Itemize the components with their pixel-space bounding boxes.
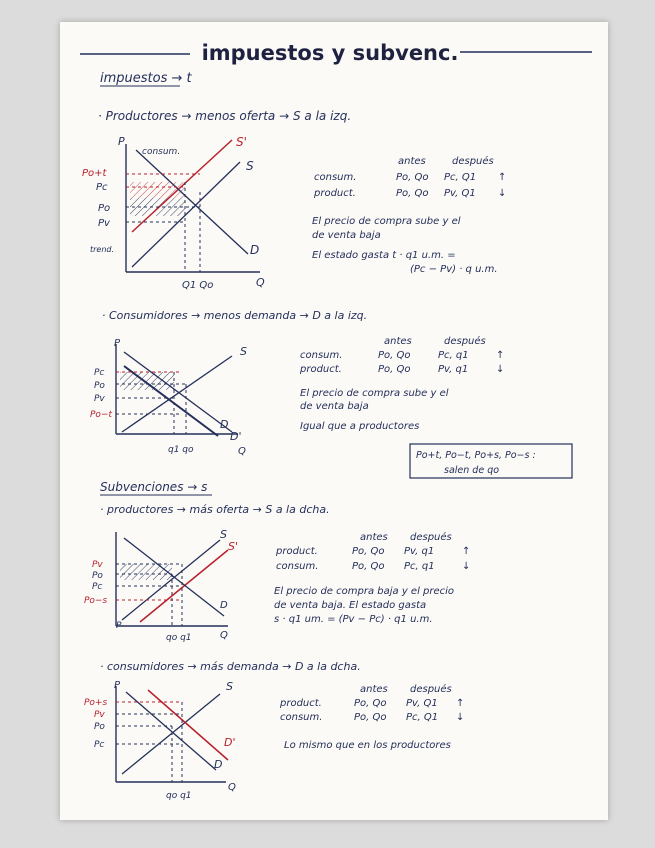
- row-who: product.: [280, 698, 322, 709]
- p-axis-label: P: [114, 680, 121, 691]
- col-despues: después: [410, 532, 452, 543]
- x-label-q1-qo: q1 qo: [168, 445, 194, 455]
- col-antes: antes: [360, 684, 388, 695]
- notes-producers-subsidy: [274, 586, 454, 625]
- curve-label-d-prime: D': [224, 736, 236, 749]
- curve-label-s: S: [226, 680, 233, 693]
- note-line: El precio de compra sube y el: [312, 216, 461, 227]
- row-after: Pv, Q1: [444, 188, 476, 199]
- graph-consumers-tax: [90, 338, 247, 457]
- box-line: salen de qo: [444, 465, 500, 476]
- row-before: Po, Qo: [354, 698, 387, 709]
- col-antes: antes: [398, 156, 426, 167]
- row-before: Po, Qo: [378, 364, 411, 375]
- notebook-page: [60, 22, 608, 820]
- arrow-up: ↑: [462, 546, 471, 557]
- col-antes: antes: [384, 336, 412, 347]
- note-line: de venta baja: [300, 401, 369, 412]
- supply-curve: [122, 356, 232, 432]
- row-who: product.: [300, 364, 342, 375]
- arrow-down: ↓: [456, 712, 465, 723]
- note-line: s · q1 um. = (Pv − Pc) · q1 u.m.: [274, 614, 433, 625]
- q-axis-label: Q: [256, 276, 265, 289]
- row-who: product.: [314, 188, 356, 199]
- row-after: Pc, Q1: [406, 712, 439, 723]
- row-who: consum.: [276, 561, 319, 572]
- row-who: consum.: [314, 172, 357, 183]
- curve-label-d-prime: D': [230, 430, 242, 443]
- y-label-po-plus-s: Po+s: [84, 698, 108, 708]
- curve-label-d: D: [250, 243, 260, 257]
- col-despues: después: [444, 336, 486, 347]
- arrow-down: ↓: [496, 364, 505, 375]
- table-producers-tax: [313, 155, 506, 199]
- curve-label-d: D: [220, 600, 228, 611]
- curve-label-s-prime: S': [236, 135, 247, 149]
- arrow-up: ↑: [496, 350, 505, 361]
- table-consumers-tax: [299, 335, 504, 375]
- notes-canvas: [60, 22, 608, 820]
- row-before: Po, Qo: [396, 188, 429, 199]
- subheading-consumers-tax: · Consumidores → menos demanda → D a la izq.: [102, 309, 368, 322]
- demand-shifted-curve: [148, 690, 228, 760]
- note-line: El precio de compra sube y el: [300, 388, 449, 399]
- y-label-pv: Pv: [98, 218, 110, 229]
- notes-consumers-tax: [300, 388, 449, 432]
- table-consumers-subsidy: [279, 683, 464, 723]
- y-label-po: Po: [98, 203, 111, 214]
- y-label-pc: Pc: [94, 740, 105, 750]
- y-label-pv: Pv: [92, 560, 103, 570]
- row-after: Pc, Q1: [444, 172, 477, 183]
- note-line: (Pc − Pv) · q u.m.: [410, 264, 498, 275]
- note-line: Lo mismo que en los productores: [284, 740, 451, 751]
- y-label-po-minus-t: Po−t: [90, 410, 113, 420]
- curve-label-s: S: [246, 159, 254, 173]
- y-label-po-plus-t: Po+t: [82, 168, 107, 179]
- hatched-area: [120, 372, 174, 390]
- x-label-qo-q1: qo q1: [166, 633, 192, 643]
- x-label-qo-q1: qo q1: [166, 791, 192, 801]
- row-after: Pc, q1: [438, 350, 469, 361]
- curve-label-d: D: [214, 758, 223, 771]
- p-axis-label: P: [116, 621, 122, 631]
- y-label-pc: Pc: [92, 582, 103, 592]
- curve-label-d: D: [220, 418, 229, 431]
- y-label-trend: trend.: [90, 245, 115, 254]
- highlight-box: [410, 444, 572, 478]
- consum-label: consum.: [142, 147, 181, 157]
- row-before: Po, Qo: [352, 561, 385, 572]
- section-heading-subsidies: Subvenciones → s: [100, 480, 208, 494]
- graph-producers-subsidy: [84, 528, 238, 643]
- row-after: Pv, q1: [404, 546, 435, 557]
- subheading-consumers-subsidy: · consumidores → más demanda → D a la dcha.: [100, 660, 361, 673]
- note-line: de venta baja: [312, 230, 381, 241]
- row-after: Pv, Q1: [406, 698, 438, 709]
- curve-label-s: S: [240, 345, 247, 358]
- hatched-area: [120, 564, 172, 580]
- row-before: Po, Qo: [378, 350, 411, 361]
- supply-curve: [122, 694, 223, 774]
- row-before: Po, Qo: [354, 712, 387, 723]
- table-producers-subsidy: [275, 531, 470, 572]
- subheading-producers-subsidy: · productores → más oferta → S a la dcha.: [100, 503, 330, 516]
- p-axis-label: P: [118, 135, 125, 148]
- y-label-po-minus-s: Po−s: [84, 596, 108, 606]
- note-line: El precio de compra baja y el precio: [274, 586, 455, 597]
- x-label-q1-qo: Q1 Qo: [182, 280, 214, 291]
- row-who: consum.: [280, 712, 323, 723]
- notes-producers-tax: [312, 216, 498, 275]
- notes-consumers-subsidy: [284, 740, 451, 751]
- demand-curve: [126, 692, 216, 770]
- curve-label-s-prime: S': [228, 540, 239, 553]
- row-before: Po, Qo: [352, 546, 385, 557]
- row-who: product.: [276, 546, 318, 557]
- col-despues: después: [410, 684, 452, 695]
- y-label-pv: Pv: [94, 710, 105, 720]
- note-line: de venta baja. El estado gasta: [274, 600, 427, 611]
- subheading-producers-tax: · Productores → menos oferta → S a la izq.: [98, 109, 352, 123]
- y-label-po: Po: [94, 381, 105, 391]
- graph-consumers-subsidy: [84, 680, 236, 801]
- box-line: Po+t, Po−t, Po+s, Po−s :: [416, 450, 536, 461]
- y-label-pv: Pv: [94, 394, 105, 404]
- p-axis-label: P: [114, 338, 121, 349]
- row-after: Pc, q1: [404, 561, 435, 572]
- row-before: Po, Qo: [396, 172, 429, 183]
- col-antes: antes: [360, 532, 388, 543]
- page-title: impuestos y subvenc.: [201, 41, 459, 65]
- curve-label-s: S: [220, 528, 227, 541]
- section-heading-taxes: impuestos → t: [100, 71, 192, 86]
- arrow-down: ↓: [498, 188, 507, 199]
- y-label-pc: Pc: [94, 368, 105, 378]
- arrow-up: ↑: [456, 698, 465, 709]
- q-axis-label: Q: [228, 782, 236, 793]
- q-axis-label: Q: [220, 630, 228, 641]
- arrow-up: ↑: [498, 172, 507, 183]
- arrow-down: ↓: [462, 561, 471, 572]
- y-label-po: Po: [94, 722, 105, 732]
- note-line: Igual que a productores: [300, 421, 420, 432]
- y-label-pc: Pc: [96, 182, 108, 193]
- col-despues: después: [452, 156, 494, 167]
- row-who: consum.: [300, 350, 343, 361]
- y-label-po: Po: [92, 571, 103, 581]
- note-line: El estado gasta t · q1 u.m. =: [312, 250, 456, 261]
- graph-producers-tax: [82, 135, 265, 291]
- row-after: Pv, q1: [438, 364, 469, 375]
- q-axis-label: Q: [238, 446, 246, 457]
